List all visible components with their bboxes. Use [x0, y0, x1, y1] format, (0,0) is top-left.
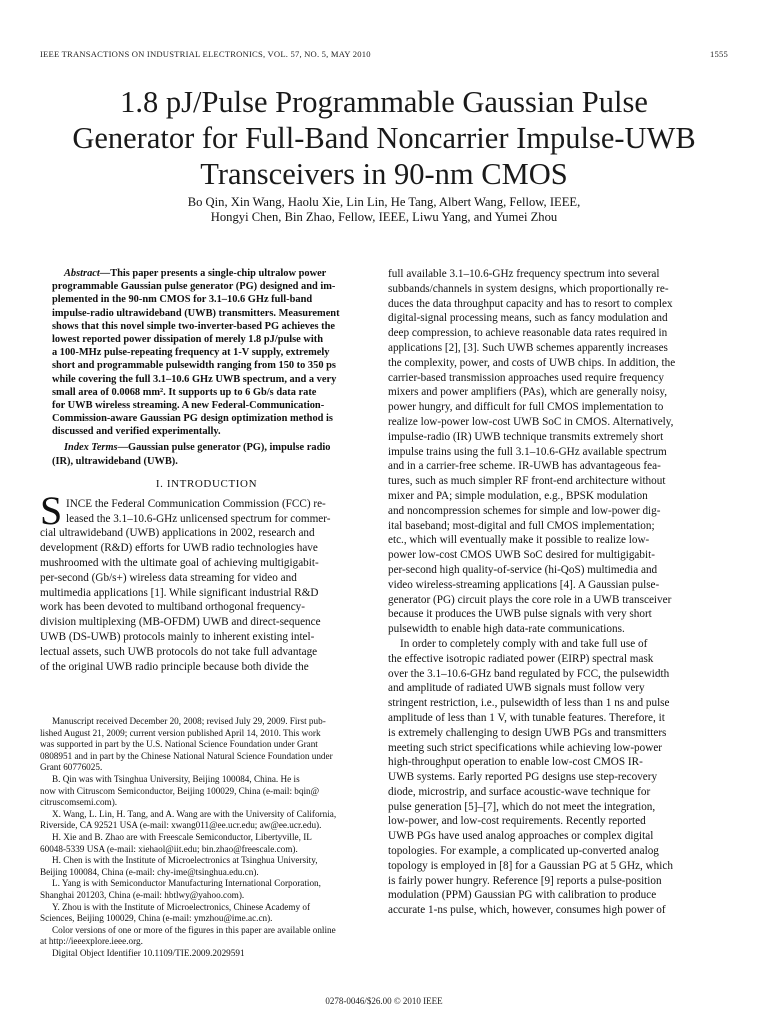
- text-line: etc., which will eventually make it possible to realize low-: [388, 534, 650, 547]
- text-line: amplitude of less than 1 V, with tunable features. Therefore, it: [388, 711, 665, 724]
- text-line: accurate 1-ns pulse, which, however, consumes high power of: [388, 904, 666, 917]
- text-line: short and programmable pulsewidth ranging from 150 to 350 ps: [52, 360, 336, 372]
- text-line: Digital Object Identifier 10.1109/TIE.2009.2029591: [52, 947, 245, 958]
- text-line: carrier-based transmission approaches used require frequency: [388, 371, 664, 384]
- text-line: Riverside, CA 92521 USA (e-mail: xwang011@ee.ucr.edu; aw@ee.ucr.edu).: [40, 820, 322, 831]
- text-line: Index Terms—Gaussian pulse generator (PG), impulse radio: [64, 442, 331, 454]
- text-line: X. Wang, L. Lin, H. Tang, and A. Wang are with the University of California,: [52, 808, 337, 819]
- author-list: [40, 195, 728, 225]
- text-line: 0808951 and in part by the Chinese National Natural Science Foundation under: [40, 750, 333, 761]
- text-line: duces the data throughput capacity and has to resort to complex: [388, 297, 673, 310]
- text-line: and noncompression schemes for simple and low-power dig-: [388, 504, 661, 517]
- text-line: realize low-power low-cost UWB SoC in CMOS. Alternatively,: [388, 415, 674, 428]
- text-line: while covering the full 3.1–10.6 GHz UWB spectrum, and a very: [52, 373, 337, 385]
- text-line: was supported in part by the U.S. National Science Foundation under Grant: [40, 739, 318, 750]
- text-line: digital-signal processing means, such as fancy modulation and: [388, 312, 668, 325]
- text-line: video wireless-streaming applications [4]. A Gaussian pulse-: [388, 578, 660, 591]
- text-line: per-second high quality-of-service (hi-QoS) multimedia and: [388, 563, 658, 576]
- journal-name: IEEE TRANSACTIONS ON INDUSTRIAL ELECTRONICS, VOL. 57, NO. 5, MAY 2010: [40, 49, 371, 59]
- title-line: Transceivers in 90-nm CMOS: [200, 157, 568, 191]
- text-line: Sciences, Beijing 100029, China (e-mail: ymzhou@ime.ac.cn).: [40, 913, 273, 924]
- text-line: of the original UWB radio principle because both divide the: [40, 660, 309, 673]
- text-line: generator (PG) circuit plays the core role in a UWB transceiver: [388, 593, 672, 606]
- drop-cap: S: [40, 487, 63, 533]
- text-line: UWB systems. Early reported PG designs use step-recovery: [388, 771, 658, 784]
- text-line: citruscomsemi.com).: [40, 797, 118, 808]
- text-line: lished August 21, 2009; current version published April 14, 2010. This work: [40, 727, 321, 738]
- text-line: diode, microstrip, and surface acoustic-wave technique for: [388, 785, 651, 798]
- text-line: the effective isotropic radiated power (EIRP) spectral mask: [388, 652, 654, 665]
- text-line: cial ultrawideband (UWB) applications in 2002, research and: [40, 527, 315, 540]
- text-line: work has been devoted to multiband orthogonal frequency-: [40, 601, 306, 614]
- text-line: Beijing 100084, China (e-mail: chy-ime@tsinghua.edu.cn).: [40, 866, 259, 877]
- text-line: ital baseband; most-digital and full CMOS implementation;: [388, 519, 655, 532]
- text-line: Color versions of one or more of the figures in this paper are available online: [52, 924, 336, 935]
- text-line: subbands/channels in system designs, which proportionally re-: [388, 282, 669, 295]
- text-line: shows that this novel simple two-inverter-based PG achieves the: [52, 320, 336, 332]
- text-line: H. Chen is with the Institute of Microelectronics at Tsinghua University,: [52, 855, 318, 866]
- text-line: power hungry, and difficult for full CMOS implementation to: [388, 401, 664, 414]
- paper-title: [40, 84, 728, 192]
- text-line: Grant 60776025.: [40, 762, 103, 773]
- text-line: leased the 3.1–10.6-GHz unlicensed spectrum for commer-: [66, 512, 331, 525]
- text-line: over the 3.1–10.6-GHz band regulated by FCC, the pulsewidth: [388, 667, 670, 680]
- footnotes: [40, 716, 373, 959]
- author-line: Hongyi Chen, Bin Zhao, Fellow, IEEE, Liwu Yang, and Yumei Zhou: [210, 210, 558, 224]
- text-line: lowest reported power dissipation of merely 1.8 pJ/pulse with: [52, 333, 324, 345]
- text-line: B. Qin was with Tsinghua University, Beijing 100084, China. He is: [52, 773, 300, 784]
- text-line: per-second (Gb/s+) wireless data streaming for video and: [40, 571, 297, 584]
- text-line: UWB (DS-UWB) protocols mainly to inherent existing intel-: [40, 630, 315, 643]
- intro-paragraph: [40, 487, 373, 675]
- text-line: stringent restriction, i.e., pulsewidth of less than 1 ns and pulse: [388, 697, 670, 710]
- text-line: H. Xie and B. Zhao are with Freescale Semiconductor, Libertyville, IL: [52, 831, 312, 842]
- text-line: Abstract—This paper presents a single-chip ultralow power: [64, 268, 327, 279]
- text-line: high-throughput operation to enable low-cost CMOS IR-: [388, 756, 643, 769]
- text-line: L. Yang is with Semiconductor Manufacturing International Corporation,: [52, 878, 321, 889]
- text-line: and amplitude of radiated UWB signals must follow very: [388, 682, 645, 695]
- text-line: plemented in the 90-nm CMOS for 3.1–10.6 GHz full-band: [52, 294, 313, 306]
- text-line: discussed and verified experimentally.: [52, 426, 221, 438]
- text-line: Commission-aware Gaussian PG design optimization method is: [52, 413, 333, 425]
- right-column: [388, 267, 721, 918]
- author-line: Bo Qin, Xin Wang, Haolu Xie, Lin Lin, He Tang, Albert Wang, Fellow, IEEE,: [187, 195, 581, 209]
- text-line: division multiplexing (MB-OFDM) UWB and direct-sequence: [40, 616, 321, 629]
- text-line: because it produces the UWB pulse signals with very short: [388, 608, 652, 621]
- left-column: [40, 267, 373, 674]
- text-line: and in a carrier-free scheme. IR-UWB has advantageous fea-: [388, 460, 661, 473]
- text-line: development (R&D) efforts for UWB radio technologies have: [40, 542, 318, 555]
- text-line: Manuscript received December 20, 2008; revised July 29, 2009. First pub-: [52, 716, 326, 726]
- text-line: Shanghai 201203, China (e-mail: hbtlwy@yahoo.com).: [40, 889, 245, 900]
- text-line: modulation (PPM) Gaussian PG with calibration to produce: [388, 889, 657, 902]
- copyright-footer: 0278-0046/$26.00 © 2010 IEEE: [325, 996, 443, 1006]
- text-line: pulsewidth to enable high data-rate communications.: [388, 623, 625, 636]
- text-line: power low-cost CMOS UWB SoC desired for multigigabit-: [388, 549, 655, 562]
- text-line: mixer and PA; simple modulation, e.g., BPSK modulation: [388, 489, 648, 502]
- text-line: for UWB wireless streaming. A new Federal-Communication-: [52, 399, 325, 411]
- text-line: In order to completely comply with and take full use of: [400, 637, 648, 650]
- text-line: meeting such strict specifications while achieving low-power: [388, 741, 663, 754]
- text-line: mixers and power amplifiers (PAs), which are generally noisy,: [388, 386, 668, 399]
- text-line: impulse-radio ultrawideband (UWB) transmitters. Measurement: [52, 307, 340, 319]
- text-line: at http://ieeexplore.ieee.org.: [40, 936, 143, 947]
- text-line: now with Citruscom Semiconductor, Beijing 100029, China (e-mail: bqin@: [40, 785, 320, 796]
- text-line: applications [2], [3]. Such UWB schemes apparently increases: [388, 341, 668, 354]
- text-line: topologies. For example, a complicated up-converted analog: [388, 845, 659, 858]
- text-line: low-power, and low-cost requirements. Recently reported: [388, 815, 646, 828]
- text-line: a 100-MHz pulse-repeating frequency at 1-V supply, extremely: [52, 347, 330, 359]
- text-line: is extremely challenging to design UWB PGs and transmitters: [388, 726, 667, 739]
- text-line: Y. Zhou is with the Institute of Microelectronics, Chinese Academy of: [52, 901, 311, 912]
- text-line: tures, such as much simpler RF front-end architecture without: [388, 475, 666, 488]
- title-line: 1.8 pJ/Pulse Programmable Gaussian Pulse: [120, 85, 648, 119]
- text-line: deep compression, to achieve reasonable data rates required in: [388, 327, 668, 340]
- text-line: topology is employed in [8] for a Gaussian PG at 5 GHz, which: [388, 859, 673, 872]
- page-number: 1555: [710, 49, 728, 59]
- title-line: Generator for Full-Band Noncarrier Impulse-UWB: [72, 121, 696, 155]
- text-line: multimedia applications [1]. While significant industrial R&D: [40, 586, 319, 599]
- abstract: [40, 267, 373, 438]
- text-line: UWB PGs have used analog approaches or complex digital: [388, 830, 654, 843]
- section-heading: I. INTRODUCTION: [155, 477, 258, 490]
- text-line: INCE the Federal Communication Commission (FCC) re-: [66, 497, 326, 510]
- text-line: small area of 0.0068 mm². It supports up to 6 Gb/s data rate: [52, 386, 317, 398]
- text-line: impulse trains using the full 3.1–10.6-GHz available spectrum: [388, 445, 667, 458]
- text-line: 60048-5339 USA (e-mail: xiehaol@iit.edu; bin.zhao@freescale.com).: [40, 843, 298, 854]
- index-terms: [40, 441, 373, 467]
- text-line: is fairly power hungry. Reference [9] reports a pulse-position: [388, 874, 662, 887]
- text-line: impulse-radio (IR) UWB technique transmits extremely short: [388, 430, 664, 443]
- text-line: pulse generation [5]–[7], which do not meet the integration,: [388, 800, 656, 813]
- text-line: programmable Gaussian pulse generator (PG) designed and im-: [52, 281, 336, 293]
- text-line: (IR), ultrawideband (UWB).: [52, 455, 178, 467]
- text-line: full available 3.1–10.6-GHz frequency spectrum into several: [388, 268, 660, 280]
- text-line: the complexity, power, and costs of UWB chips. In addition, the: [388, 356, 676, 369]
- text-line: lectual assets, such UWB protocols do not take full advantage: [40, 645, 318, 658]
- text-line: mushroomed with the ultimate goal of achieving multigigabit-: [40, 557, 319, 569]
